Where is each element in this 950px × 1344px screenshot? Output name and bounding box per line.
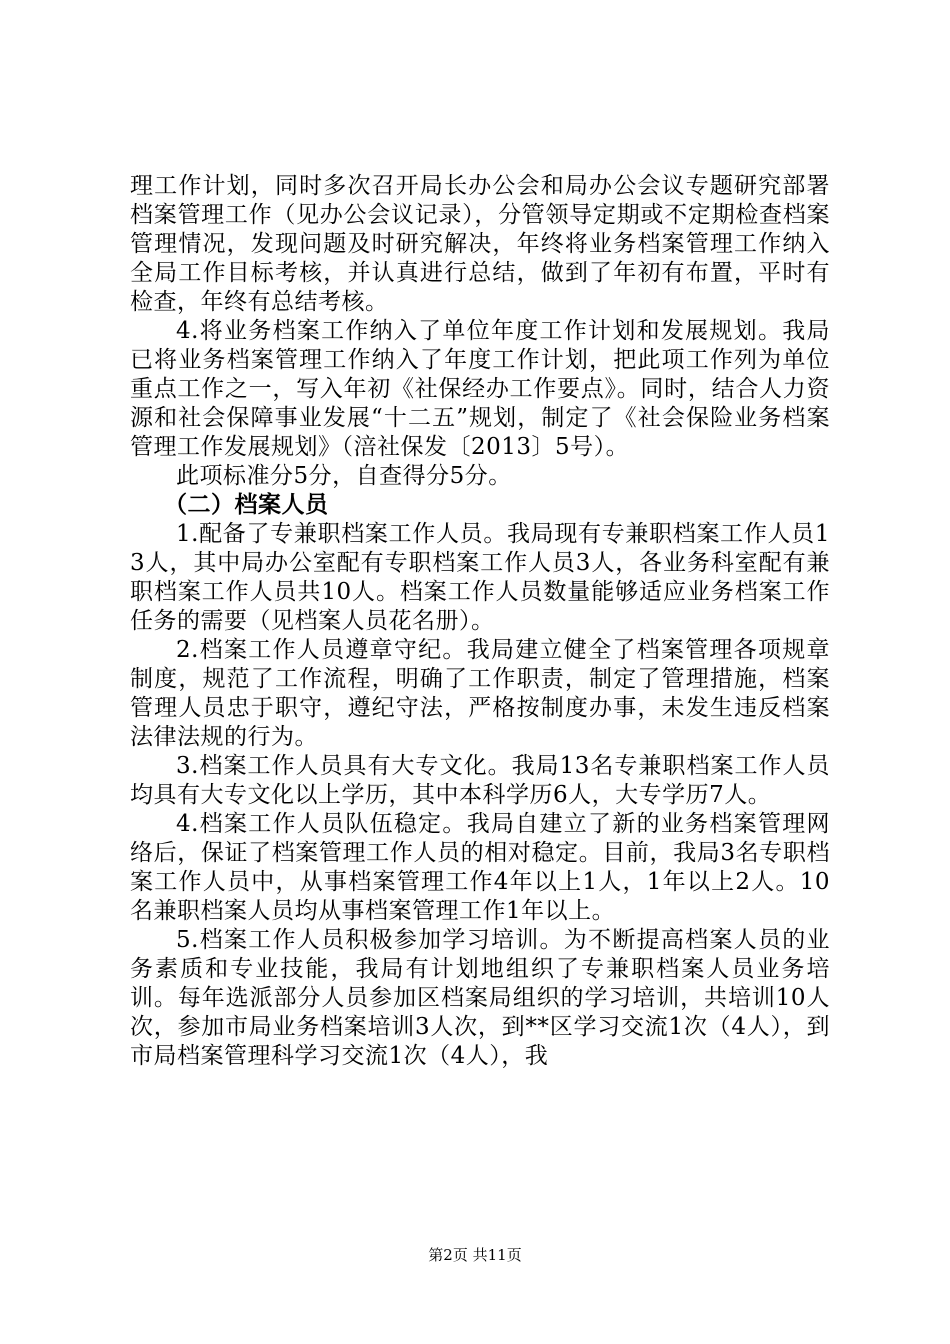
- paragraph-1: 理工作计划，同时多次召开局长办公会和局办公会议专题研究部署档案管理工作（见办公会议记录），分管领导定期或不定期检查档案管理情况，发现问题及时研究解决，年终将业务档案管理工作纳入全局工作目标考核，并认真进行总结，做到了年初有布置，平时有检查，年终有总结考核。: [130, 173, 830, 315]
- page-footer: 第2页 共11页: [428, 1246, 522, 1264]
- paragraph-8: 5.档案工作人员积极参加学习培训。为不断提高档案人员的业务素质和专业技能，我局有计划地组织了专兼职档案人员业务培训。每年选派部分人员参加区档案局组织的学习培训，共培训10人次，参加市局业务档案培训3人次，到**区学习交流1次（4人），到市局档案管理科学习交流1次（4人），我: [130, 927, 830, 1069]
- paragraph-4: 1.配备了专兼职档案工作人员。我局现有专兼职档案工作人员13人，其中局办公室配有专职档案工作人员3人，各业务科室配有兼职档案工作人员共10人。档案工作人员数量能够适应业务档案工作任务的需要（见档案人员花名册）。: [130, 521, 830, 634]
- paragraph-5: 2.档案工作人员遵章守纪。我局建立健全了档案管理各项规章制度，规范了工作流程，明确了工作职责，制定了管理措施，档案管理人员忠于职守，遵纪守法，严格按制度办事，未发生违反档案法律法规的行为。: [130, 637, 830, 750]
- document-body: [130, 172, 830, 1071]
- section-heading: （二）档案人员: [164, 492, 329, 518]
- paragraph-6: 3.档案工作人员具有大专文化。我局13名专兼职档案工作人员均具有大专文化以上学历，其中本科学历6人，大专学历7人。: [130, 753, 830, 808]
- paragraph-7: 4.档案工作人员队伍稳定。我局自建立了新的业务档案管理网络后，保证了档案管理工作人员的相对稳定。目前，我局3名专职档案工作人员中，从事档案管理工作4年以上1人，1年以上2人。10名兼职档案人员均从事档案管理工作1年以上。: [130, 811, 830, 924]
- paragraph-3: 此项标准分5分，自查得分5分。: [176, 463, 512, 489]
- paragraph-2: 4.将业务档案工作纳入了单位年度工作计划和发展规划。我局已将业务档案管理工作纳入了年度工作计划，把此项工作列为单位重点工作之一，写入年初《社保经办工作要点》。同时，结合人力资源和社会保障事业发展“十二五”规划，制定了《社会保险业务档案管理工作发展规划》（涪社保发〔2013〕5号）。: [130, 318, 830, 460]
